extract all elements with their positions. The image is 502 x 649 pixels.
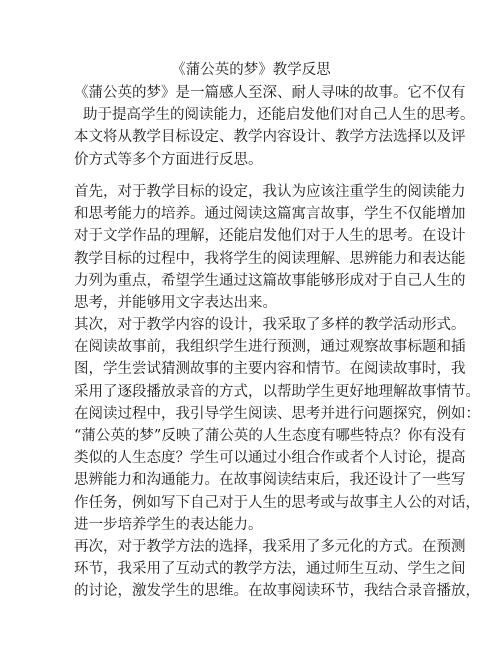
paragraph-line: 类似的人生态度？学生可以通过小组合作或者个人讨论，提高 <box>74 450 466 467</box>
paragraph-line: 在阅读过程中，我引导学生阅读、思考并进行问题探究，例如： <box>74 405 480 422</box>
paragraph-line: 和思考能力的培养。通过阅读这篇寓言故事，学生不仅能增加 <box>74 206 466 223</box>
paragraph-line: 本文将从教学目标设定、教学内容设计、教学方法选择以及评 <box>74 129 466 146</box>
paragraph-line: 进一步培养学生的表达能力。 <box>74 516 263 533</box>
paragraph-line: 作任务，例如写下自己对于人生的思考或与故事主人公的对话， <box>74 494 480 511</box>
paragraph-line: 其次，对于教学内容的设计，我采取了多样的教学活动形式。 <box>74 317 466 333</box>
paragraph-line: 在阅读故事前，我组织学生进行预测，通过观察故事标题和插 <box>74 339 466 356</box>
paragraph-line: 《蒲公英的梦》是一篇感人至深、耐人寻味的故事。它不仅有 <box>74 85 466 101</box>
paragraph-teaching-content <box>74 314 480 536</box>
paragraph-intro <box>74 82 475 171</box>
document-title: 《蒲公英的梦》教学反思 <box>171 62 331 78</box>
paragraph-line: 教学目标的过程中，我将学生的阅读理解、思辨能力和表达能 <box>74 250 466 267</box>
paragraph-teaching-goals <box>74 181 466 314</box>
paragraph-line: 助于提高学生的阅读能力，还能启发他们对自己人生的思考。 <box>83 107 475 124</box>
paragraph-teaching-methods <box>74 536 480 603</box>
paragraph-line: “蒲公英的梦”反映了蒲公英的人生态度有哪些特点？你有没有 <box>74 427 466 444</box>
paragraph-line: 对于文学作品的理解，还能启发他们对于人生的思考。在设计 <box>74 228 466 245</box>
paragraph-line: 图，学生尝试猜测故事的主要内容和情节。在阅读故事时，我 <box>74 361 466 378</box>
paragraph-line: 力列为重点，希望学生通过这篇故事能够形成对于自己人生的 <box>74 272 466 289</box>
paragraph-line: 价方式等多个方面进行反思。 <box>74 151 263 168</box>
paragraph-line: 采用了逐段播放录音的方式，以帮助学生更好地理解故事情节。 <box>74 383 480 400</box>
paragraph-line: 环节，我采用了互动式的教学方法，通过师生互动、学生之间 <box>74 561 466 578</box>
paragraph-line: 的讨论，激发学生的思维。在故事阅读环节，我结合录音播放， <box>74 583 480 600</box>
paragraph-line: 思辨能力和沟通能力。在故事阅读结束后，我还设计了一些写 <box>74 472 466 489</box>
paragraph-line: 思考，并能够用文字表达出来。 <box>74 294 277 311</box>
paragraph-line: 再次，对于教学方法的选择，我采用了多元化的方式。在预测 <box>74 539 466 555</box>
paragraph-line: 首先，对于教学目标的设定，我认为应该注重学生的阅读能力 <box>74 184 466 200</box>
